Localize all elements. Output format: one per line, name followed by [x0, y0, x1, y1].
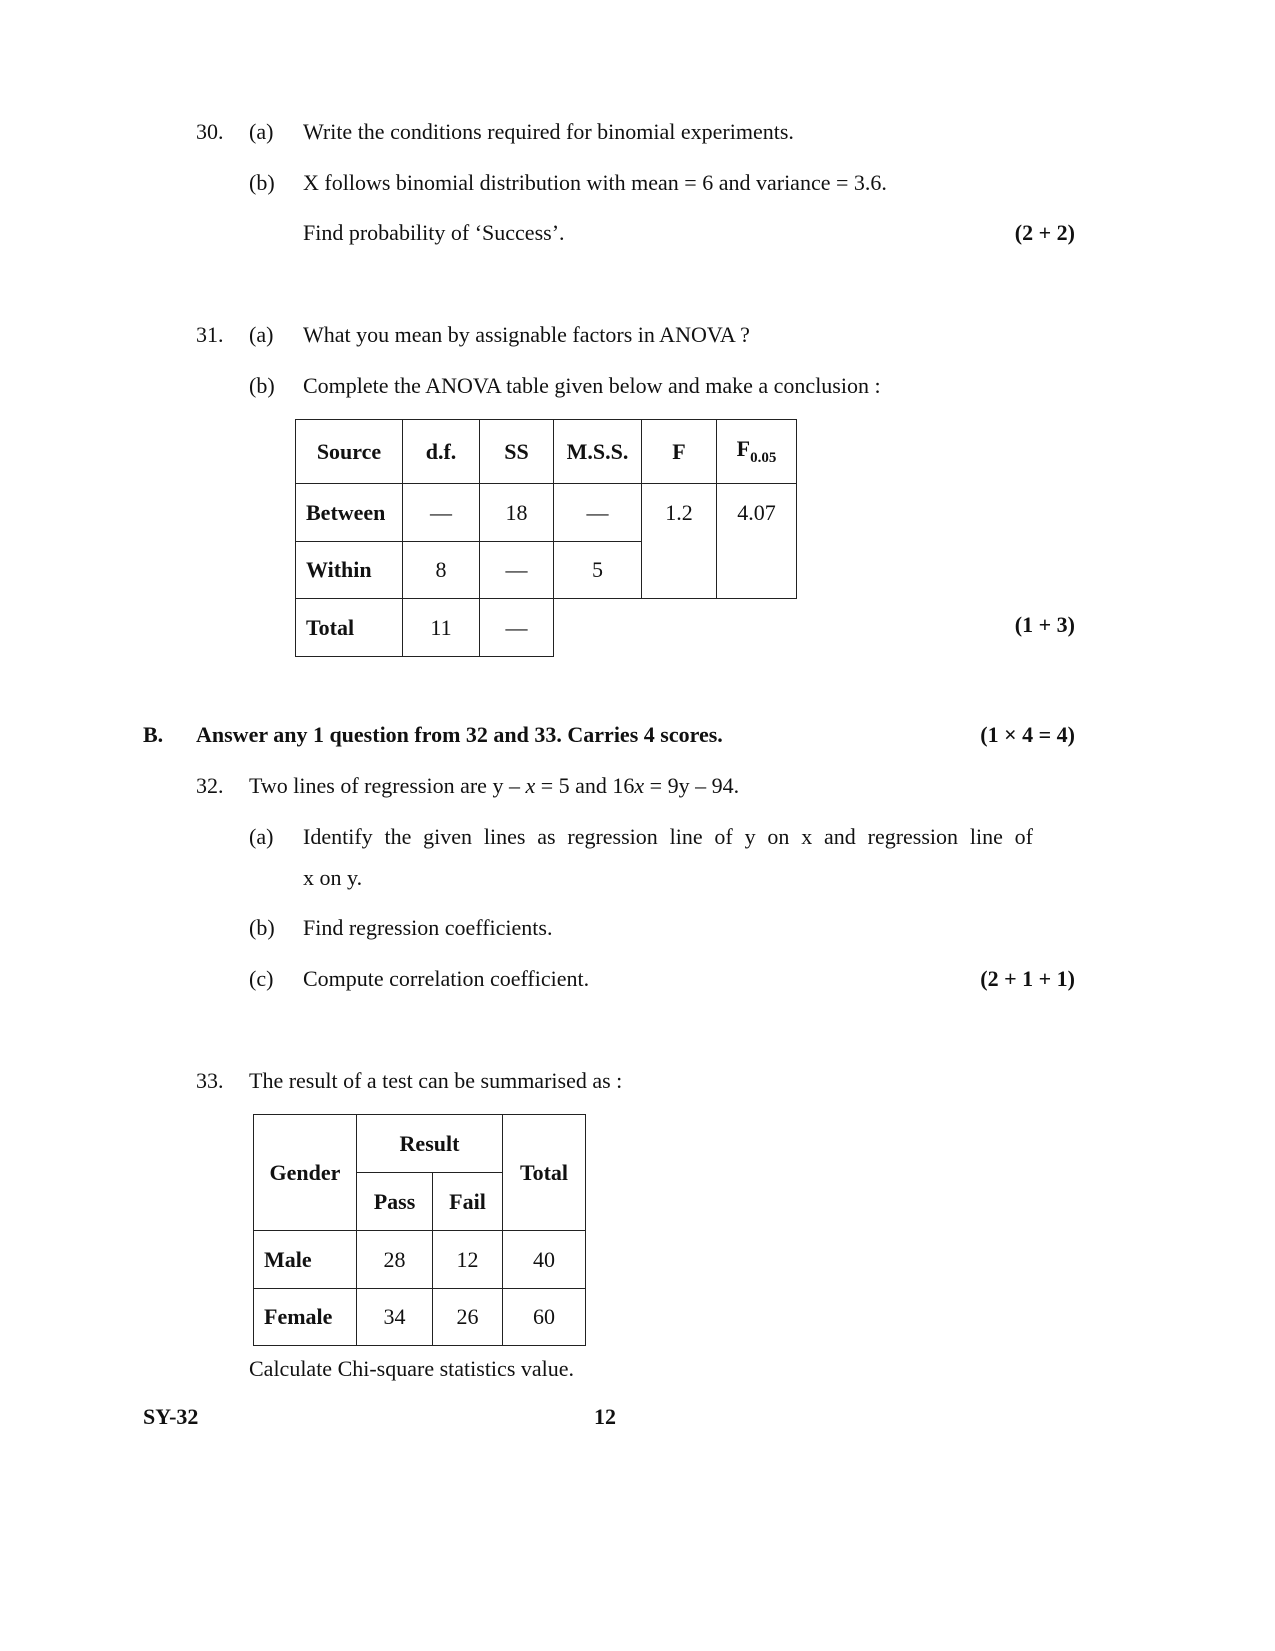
q31-marks: (1 + 3)	[1014, 612, 1075, 637]
anova-between-f: 1.2	[642, 484, 717, 542]
anova-between-f005: 4.07	[717, 484, 797, 542]
q32-stem-post: = 9y – 94.	[644, 773, 740, 798]
q32-b-label: (b)	[249, 915, 275, 940]
anova-within-df: 8	[403, 542, 480, 599]
q30-b-label: (b)	[249, 170, 275, 195]
anova-header-row	[296, 420, 797, 484]
q32-a-label: (a)	[249, 824, 274, 849]
anova-total-ss: —	[480, 599, 554, 657]
anova-total-blank-3	[717, 599, 797, 657]
anova-row-between	[296, 484, 797, 542]
anova-row-within	[296, 542, 797, 599]
anova-row-total	[296, 599, 797, 657]
contingency-male-pass: 28	[357, 1231, 433, 1289]
contingency-header-fail: Fail	[433, 1173, 503, 1231]
q30-b-text: X follows binomial distribution with mean = 6 and variance = 3.6.	[303, 170, 887, 195]
anova-header-df: d.f.	[403, 420, 480, 484]
q33-after-text: Calculate Chi-square statistics value.	[249, 1356, 575, 1381]
contingency-male-label: Male	[254, 1231, 357, 1289]
q30-a-text: Write the conditions required for binomial experiments.	[303, 119, 794, 144]
anova-between-ss: 18	[480, 484, 554, 542]
contingency-male-fail: 12	[433, 1231, 503, 1289]
contingency-row-female	[254, 1289, 586, 1346]
anova-between-df: —	[403, 484, 480, 542]
contingency-row-male	[254, 1231, 586, 1289]
section-b-label: B.	[143, 722, 164, 747]
contingency-female-label: Female	[254, 1289, 357, 1346]
anova-table	[295, 419, 797, 657]
anova-total-df: 11	[403, 599, 480, 657]
anova-header-ss: SS	[480, 420, 554, 484]
q32-a-text: Identify the given lines as regression line of y on x and regression line of	[303, 824, 1033, 849]
anova-total-blank-2	[642, 599, 717, 657]
q30-marks: (2 + 2)	[1014, 220, 1075, 245]
anova-within-mss: 5	[554, 542, 642, 599]
q30-number: 30.	[196, 119, 224, 144]
anova-header-source: Source	[296, 420, 403, 484]
anova-header-mss: M.S.S.	[554, 420, 642, 484]
q33-number: 33.	[196, 1068, 224, 1093]
q32-marks: (2 + 1 + 1)	[980, 966, 1075, 991]
anova-within-ss: —	[480, 542, 554, 599]
section-b-marks: (1 × 4 = 4)	[980, 722, 1075, 747]
contingency-female-total: 60	[503, 1289, 586, 1346]
contingency-header-row-1	[254, 1115, 586, 1173]
q32-stem	[249, 772, 739, 800]
contingency-header-gender: Gender	[254, 1115, 357, 1231]
anova-within-f005-empty	[717, 542, 797, 599]
q32-b-text: Find regression coefficients.	[303, 915, 553, 940]
q30-b-text-2: Find probability of ‘Success’.	[303, 220, 565, 245]
q32-stem-x1: x	[525, 773, 536, 798]
q32-a-text-2: x on y.	[303, 865, 363, 890]
anova-header-f005-sub: 0.05	[750, 450, 777, 466]
q30-a-label: (a)	[249, 119, 274, 144]
footer-paper-code: SY-32	[143, 1404, 199, 1429]
anova-within-f-empty	[642, 542, 717, 599]
anova-between-label: Between	[296, 484, 403, 542]
anova-total-label: Total	[296, 599, 403, 657]
contingency-female-fail: 26	[433, 1289, 503, 1346]
q31-b-text: Complete the ANOVA table given below and make a conclusion :	[303, 373, 881, 398]
contingency-header-result: Result	[357, 1115, 503, 1173]
anova-between-mss: —	[554, 484, 642, 542]
q31-number: 31.	[196, 322, 224, 347]
q33-stem: The result of a test can be summarised as :	[249, 1068, 623, 1093]
anova-total-blank-1	[554, 599, 642, 657]
q32-number: 32.	[196, 773, 224, 798]
contingency-male-total: 40	[503, 1231, 586, 1289]
q32-c-text: Compute correlation coefficient.	[303, 966, 590, 991]
q31-a-text: What you mean by assignable factors in ANOVA ?	[303, 322, 750, 347]
contingency-table	[253, 1114, 586, 1346]
footer-page-number: 12	[594, 1404, 616, 1429]
q31-a-label: (a)	[249, 322, 274, 347]
contingency-female-pass: 34	[357, 1289, 433, 1346]
q32-c-label: (c)	[249, 966, 274, 991]
anova-within-label: Within	[296, 542, 403, 599]
contingency-header-total: Total	[503, 1115, 586, 1231]
anova-header-f005-main: F	[736, 436, 751, 461]
section-b-instructions: Answer any 1 question from 32 and 33. Carries 4 scores.	[196, 722, 723, 747]
q32-stem-x2: x	[634, 773, 645, 798]
contingency-header-pass: Pass	[357, 1173, 433, 1231]
q31-b-label: (b)	[249, 373, 275, 398]
q32-stem-mid: = 5 and 16	[535, 773, 635, 798]
anova-header-f: F	[642, 420, 717, 484]
anova-header-f005	[717, 420, 797, 484]
q32-stem-pre: Two lines of regression are y –	[249, 773, 526, 798]
